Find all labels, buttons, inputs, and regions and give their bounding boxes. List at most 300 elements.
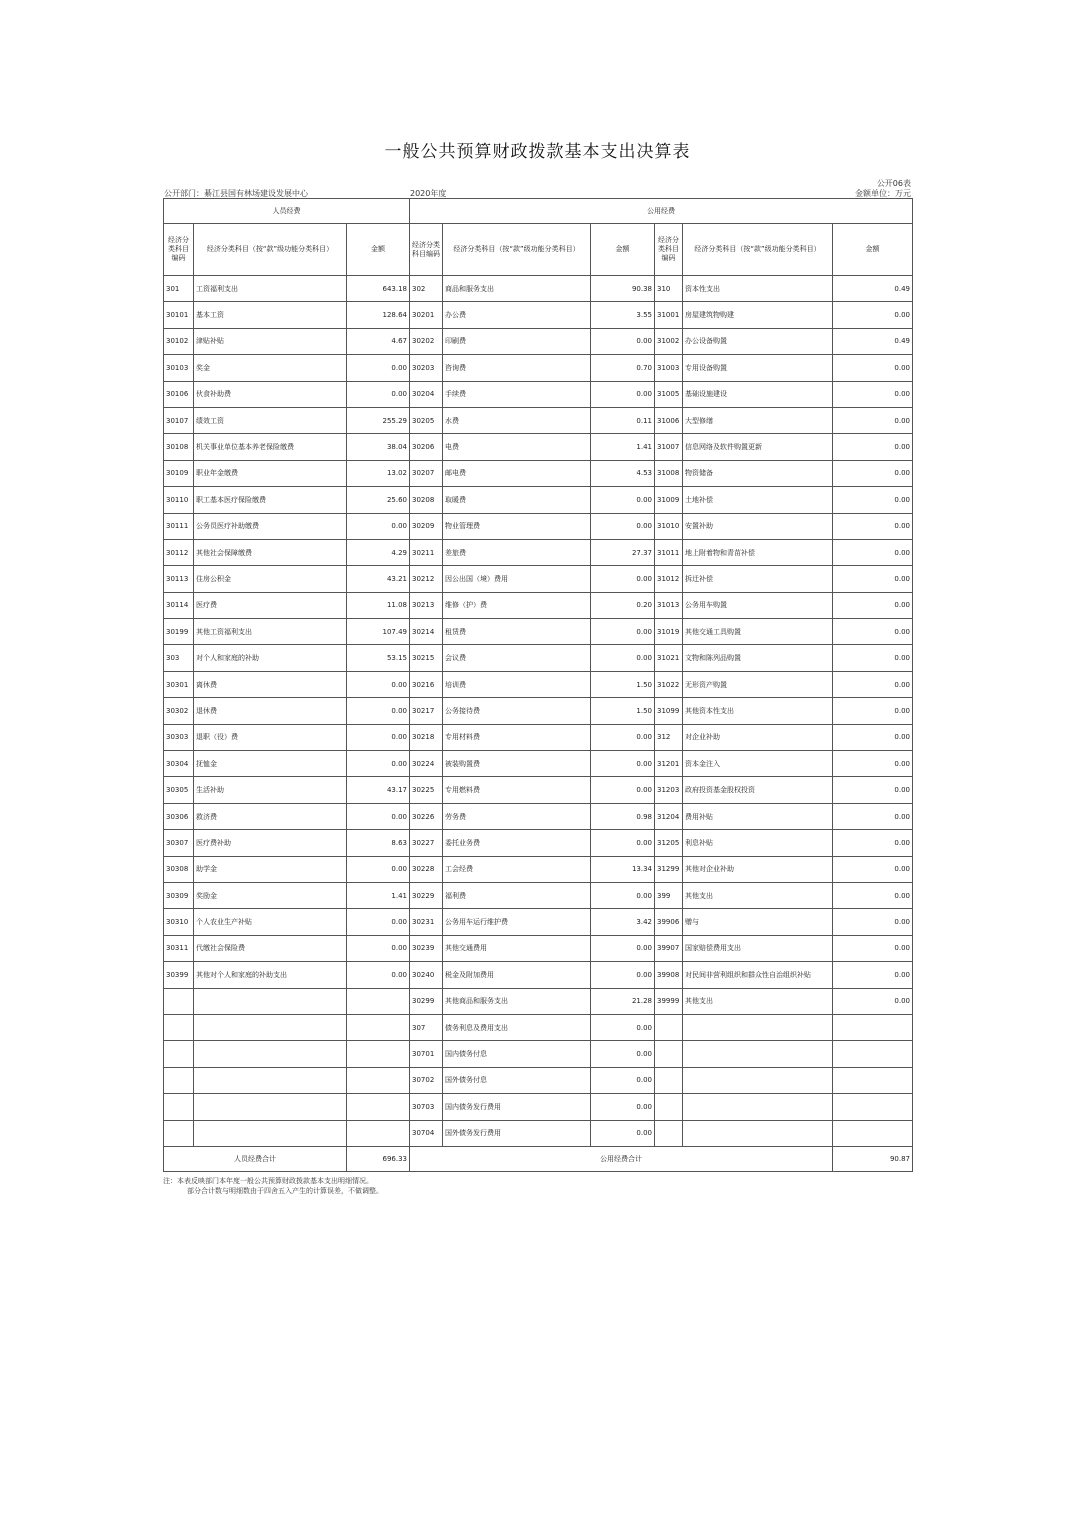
- amount: 1.41: [591, 434, 655, 460]
- econ-name: 其他支出: [683, 882, 833, 908]
- amount: 1.41: [347, 882, 410, 908]
- econ-name: 奖金: [194, 355, 347, 381]
- table-row: [164, 381, 913, 407]
- amount: 0.00: [833, 856, 913, 882]
- econ-code: 30704: [410, 1120, 443, 1146]
- amount: 0.00: [833, 539, 913, 565]
- econ-code: 30215: [410, 645, 443, 671]
- econ-code: 30209: [410, 513, 443, 539]
- table-row: [164, 1094, 913, 1120]
- econ-name: 水费: [443, 407, 591, 433]
- amount: 0.00: [833, 962, 913, 988]
- table-row: [164, 645, 913, 671]
- econ-code: 31003: [655, 355, 683, 381]
- econ-name: [194, 1067, 347, 1093]
- amount: 255.29: [347, 407, 410, 433]
- econ-code: 31012: [655, 566, 683, 592]
- econ-name: 离休费: [194, 671, 347, 697]
- econ-code: 39906: [655, 909, 683, 935]
- table-row: [164, 407, 913, 433]
- amount: 128.64: [347, 302, 410, 328]
- econ-name: 奖励金: [194, 882, 347, 908]
- econ-name: 公务员医疗补助缴费: [194, 513, 347, 539]
- econ-code: 30214: [410, 619, 443, 645]
- econ-name: 住房公积金: [194, 566, 347, 592]
- econ-name: 咨询费: [443, 355, 591, 381]
- econ-code: 31201: [655, 751, 683, 777]
- econ-code: 30226: [410, 803, 443, 829]
- table-row: [164, 276, 913, 302]
- personnel-total-label: 人员经费合计: [164, 1146, 347, 1171]
- econ-code: 31013: [655, 592, 683, 618]
- amount: 0.00: [591, 645, 655, 671]
- amount: 0.00: [347, 935, 410, 961]
- expenditure-table: [163, 198, 913, 1172]
- econ-code: 31204: [655, 803, 683, 829]
- econ-name: 对民间非营利组织和群众性自治组织补贴: [683, 962, 833, 988]
- amount: [833, 1120, 913, 1146]
- econ-code: 30703: [410, 1094, 443, 1120]
- econ-name: 职业年金缴费: [194, 460, 347, 486]
- econ-code: 303: [164, 645, 194, 671]
- table-row: [164, 460, 913, 486]
- econ-code: 30301: [164, 671, 194, 697]
- econ-code: 31006: [655, 407, 683, 433]
- econ-name: 物资储备: [683, 460, 833, 486]
- econ-name: [683, 1120, 833, 1146]
- amount: 3.42: [591, 909, 655, 935]
- econ-name: 利息补贴: [683, 830, 833, 856]
- econ-name: 邮电费: [443, 460, 591, 486]
- econ-code: 31002: [655, 328, 683, 354]
- amount: 0.00: [833, 645, 913, 671]
- econ-code: [164, 1120, 194, 1146]
- econ-name: 其他对企业补助: [683, 856, 833, 882]
- econ-code: [164, 1094, 194, 1120]
- amount: 0.00: [833, 592, 913, 618]
- unit-label: 金额单位：万元: [855, 189, 911, 198]
- econ-code: 39908: [655, 962, 683, 988]
- econ-code: 31007: [655, 434, 683, 460]
- amount: 0.00: [591, 1120, 655, 1146]
- page-title: 一般公共预算财政拨款基本支出决算表: [384, 142, 691, 162]
- econ-name: 租赁费: [443, 619, 591, 645]
- econ-name: 维修（护）费: [443, 592, 591, 618]
- econ-code: 30216: [410, 671, 443, 697]
- amount: 0.49: [833, 328, 913, 354]
- econ-code: 30231: [410, 909, 443, 935]
- econ-name: 办公设备购置: [683, 328, 833, 354]
- header-name: 经济分类科目（按“款”级功能分类科目）: [683, 224, 833, 276]
- econ-code: 30228: [410, 856, 443, 882]
- econ-code: 30239: [410, 935, 443, 961]
- econ-code: 30199: [164, 619, 194, 645]
- econ-name: 无形资产购置: [683, 671, 833, 697]
- econ-code: 30203: [410, 355, 443, 381]
- department-label: 公开部门：綦江县国有林场建设发展中心: [164, 189, 308, 198]
- econ-code: 30308: [164, 856, 194, 882]
- amount: 38.04: [347, 434, 410, 460]
- table-row: [164, 328, 913, 354]
- econ-name: 文物和陈列品购置: [683, 645, 833, 671]
- econ-code: 30113: [164, 566, 194, 592]
- econ-name: 印刷费: [443, 328, 591, 354]
- econ-name: 物业管理费: [443, 513, 591, 539]
- table-row: [164, 434, 913, 460]
- amount: 0.00: [347, 698, 410, 724]
- header-amount: 金额: [833, 224, 913, 276]
- amount: 0.00: [833, 698, 913, 724]
- econ-name: 其他工资福利支出: [194, 619, 347, 645]
- amount: 0.20: [591, 592, 655, 618]
- econ-name: 福利费: [443, 882, 591, 908]
- amount: 90.38: [591, 276, 655, 302]
- table-row: [164, 619, 913, 645]
- amount: 0.00: [833, 751, 913, 777]
- econ-name: 医疗费: [194, 592, 347, 618]
- amount: 0.00: [591, 882, 655, 908]
- table-row: [164, 539, 913, 565]
- econ-code: 30207: [410, 460, 443, 486]
- amount: 0.00: [347, 724, 410, 750]
- econ-name: 生活补助: [194, 777, 347, 803]
- econ-code: 30229: [410, 882, 443, 908]
- amount: 1.50: [591, 671, 655, 697]
- amount: 0.11: [591, 407, 655, 433]
- econ-code: 30208: [410, 487, 443, 513]
- econ-code: 30701: [410, 1041, 443, 1067]
- econ-name: 工资福利支出: [194, 276, 347, 302]
- table-row: [164, 803, 913, 829]
- econ-code: 30702: [410, 1067, 443, 1093]
- amount: 0.00: [591, 619, 655, 645]
- econ-name: 公务用车购置: [683, 592, 833, 618]
- econ-name: 大型修缮: [683, 407, 833, 433]
- econ-name: [683, 1067, 833, 1093]
- econ-code: 30303: [164, 724, 194, 750]
- public-total-value: 90.87: [833, 1146, 913, 1171]
- econ-code: 31205: [655, 830, 683, 856]
- amount: 0.00: [833, 566, 913, 592]
- amount: 8.63: [347, 830, 410, 856]
- amount: 0.00: [833, 777, 913, 803]
- amount: 0.00: [591, 935, 655, 961]
- econ-code: 30213: [410, 592, 443, 618]
- table-row: [164, 1041, 913, 1067]
- econ-code: 30212: [410, 566, 443, 592]
- econ-code: 30106: [164, 381, 194, 407]
- econ-name: [194, 1014, 347, 1040]
- amount: 0.00: [833, 935, 913, 961]
- econ-name: 拆迁补偿: [683, 566, 833, 592]
- econ-name: 专用燃料费: [443, 777, 591, 803]
- amount: 0.00: [347, 803, 410, 829]
- econ-code: 31009: [655, 487, 683, 513]
- econ-code: 30107: [164, 407, 194, 433]
- note-line: 注：本表反映部门本年度一般公共预算财政拨款基本支出明细情况。: [163, 1177, 373, 1185]
- amount: 0.00: [591, 962, 655, 988]
- table-row: [164, 592, 913, 618]
- econ-name: 代缴社会保险费: [194, 935, 347, 961]
- amount: 21.28: [591, 988, 655, 1014]
- amount: 0.00: [833, 513, 913, 539]
- amount: 0.00: [591, 1041, 655, 1067]
- amount: 0.00: [591, 381, 655, 407]
- econ-code: 30110: [164, 487, 194, 513]
- econ-name: 对个人和家庭的补助: [194, 645, 347, 671]
- econ-name: [194, 1041, 347, 1067]
- econ-name: [683, 1014, 833, 1040]
- econ-code: 30211: [410, 539, 443, 565]
- econ-name: 专用设备购置: [683, 355, 833, 381]
- econ-name: [683, 1094, 833, 1120]
- econ-name: 公务用车运行维护费: [443, 909, 591, 935]
- econ-code: 39999: [655, 988, 683, 1014]
- amount: 13.34: [591, 856, 655, 882]
- amount: 25.60: [347, 487, 410, 513]
- econ-name: 国家赔偿费用支出: [683, 935, 833, 961]
- header-code: 经济分类科目编码: [655, 224, 683, 276]
- amount: 43.17: [347, 777, 410, 803]
- econ-name: 抚恤金: [194, 751, 347, 777]
- amount: 0.70: [591, 355, 655, 381]
- econ-code: 30102: [164, 328, 194, 354]
- econ-code: 31299: [655, 856, 683, 882]
- econ-code: 30227: [410, 830, 443, 856]
- econ-code: 31010: [655, 513, 683, 539]
- amount: 0.00: [833, 988, 913, 1014]
- econ-name: 助学金: [194, 856, 347, 882]
- amount: 43.21: [347, 566, 410, 592]
- econ-name: 工会经费: [443, 856, 591, 882]
- econ-name: 其他商品和服务支出: [443, 988, 591, 1014]
- econ-code: 301: [164, 276, 194, 302]
- amount: 3.55: [591, 302, 655, 328]
- econ-code: 30310: [164, 909, 194, 935]
- table-notes: [163, 1176, 383, 1196]
- econ-code: 30307: [164, 830, 194, 856]
- amount: 4.53: [591, 460, 655, 486]
- amount: 4.67: [347, 328, 410, 354]
- econ-code: 30202: [410, 328, 443, 354]
- econ-name: 培训费: [443, 671, 591, 697]
- amount: [833, 1094, 913, 1120]
- econ-code: 31011: [655, 539, 683, 565]
- econ-code: 30299: [410, 988, 443, 1014]
- amount: 11.08: [347, 592, 410, 618]
- amount: 13.02: [347, 460, 410, 486]
- amount: 0.49: [833, 276, 913, 302]
- econ-name: 费用补贴: [683, 803, 833, 829]
- econ-name: 退休费: [194, 698, 347, 724]
- econ-code: 30206: [410, 434, 443, 460]
- econ-code: 30302: [164, 698, 194, 724]
- econ-name: 津贴补贴: [194, 328, 347, 354]
- econ-code: [164, 1067, 194, 1093]
- econ-code: 30108: [164, 434, 194, 460]
- amount: 0.00: [347, 513, 410, 539]
- econ-code: [164, 988, 194, 1014]
- header-amount: 金额: [347, 224, 410, 276]
- amount: 643.18: [347, 276, 410, 302]
- amount: 0.00: [833, 460, 913, 486]
- amount: 53.15: [347, 645, 410, 671]
- econ-code: 31005: [655, 381, 683, 407]
- econ-name: [194, 1120, 347, 1146]
- amount: 27.37: [591, 539, 655, 565]
- econ-name: 地上附着物和青苗补偿: [683, 539, 833, 565]
- amount: 0.00: [833, 619, 913, 645]
- econ-code: 30201: [410, 302, 443, 328]
- econ-name: 专用材料费: [443, 724, 591, 750]
- econ-name: 土地补偿: [683, 487, 833, 513]
- econ-name: 因公出国（境）费用: [443, 566, 591, 592]
- econ-name: 个人农业生产补贴: [194, 909, 347, 935]
- econ-code: 31022: [655, 671, 683, 697]
- amount: 0.00: [591, 1014, 655, 1040]
- header-amount: 金额: [591, 224, 655, 276]
- econ-name: 其他资本性支出: [683, 698, 833, 724]
- table-row: [164, 882, 913, 908]
- econ-name: 安置补助: [683, 513, 833, 539]
- econ-name: 其他社会保障缴费: [194, 539, 347, 565]
- econ-code: 31021: [655, 645, 683, 671]
- econ-name: 商品和服务支出: [443, 276, 591, 302]
- amount: 0.00: [833, 381, 913, 407]
- econ-code: [164, 1041, 194, 1067]
- amount: 0.00: [591, 513, 655, 539]
- econ-code: 30306: [164, 803, 194, 829]
- econ-name: 税金及附加费用: [443, 962, 591, 988]
- econ-name: 救济费: [194, 803, 347, 829]
- header-name: 经济分类科目（按“款”级功能分类科目）: [194, 224, 347, 276]
- table-row: [164, 487, 913, 513]
- table-row: [164, 830, 913, 856]
- econ-code: 30218: [410, 724, 443, 750]
- econ-code: 307: [410, 1014, 443, 1040]
- econ-name: 机关事业单位基本养老保险缴费: [194, 434, 347, 460]
- econ-code: 31019: [655, 619, 683, 645]
- amount: [833, 1014, 913, 1040]
- econ-code: 30101: [164, 302, 194, 328]
- amount: 107.49: [347, 619, 410, 645]
- econ-name: 委托业务费: [443, 830, 591, 856]
- table-row: [164, 302, 913, 328]
- econ-name: 政府投资基金股权投资: [683, 777, 833, 803]
- table-row: [164, 856, 913, 882]
- econ-name: 其他支出: [683, 988, 833, 1014]
- amount: 1.50: [591, 698, 655, 724]
- econ-code: 30111: [164, 513, 194, 539]
- econ-name: 取暖费: [443, 487, 591, 513]
- econ-name: 差旅费: [443, 539, 591, 565]
- amount: [347, 1094, 410, 1120]
- amount: 0.00: [347, 381, 410, 407]
- amount: 0.00: [591, 566, 655, 592]
- amount: [347, 1067, 410, 1093]
- econ-code: 30112: [164, 539, 194, 565]
- amount: 0.00: [591, 724, 655, 750]
- econ-code: [164, 1014, 194, 1040]
- amount: 0.00: [347, 355, 410, 381]
- econ-code: 31203: [655, 777, 683, 803]
- table-row: [164, 1120, 913, 1146]
- econ-name: 资本性支出: [683, 276, 833, 302]
- econ-name: 其他交通工具购置: [683, 619, 833, 645]
- econ-name: 国外债务付息: [443, 1067, 591, 1093]
- econ-name: 手续费: [443, 381, 591, 407]
- econ-code: 30205: [410, 407, 443, 433]
- econ-name: 对企业补助: [683, 724, 833, 750]
- table-row: [164, 698, 913, 724]
- econ-code: 30311: [164, 935, 194, 961]
- amount: 0.00: [833, 830, 913, 856]
- table-row: [164, 1014, 913, 1040]
- table-row: [164, 566, 913, 592]
- amount: 0.00: [591, 777, 655, 803]
- econ-code: 302: [410, 276, 443, 302]
- amount: 0.00: [591, 487, 655, 513]
- econ-code: [655, 1094, 683, 1120]
- amount: 0.00: [591, 751, 655, 777]
- amount: 0.00: [591, 328, 655, 354]
- amount: 0.00: [833, 487, 913, 513]
- amount: 0.00: [833, 724, 913, 750]
- personnel-total-value: 696.33: [347, 1146, 410, 1171]
- totals-row: [164, 1146, 913, 1171]
- header-code: 经济分类科目编码: [410, 224, 443, 276]
- econ-code: 30224: [410, 751, 443, 777]
- table-row: [164, 988, 913, 1014]
- group-header-public: 公用经费: [410, 199, 913, 224]
- econ-code: 30305: [164, 777, 194, 803]
- econ-name: 绩效工资: [194, 407, 347, 433]
- econ-name: 劳务费: [443, 803, 591, 829]
- econ-code: 30304: [164, 751, 194, 777]
- amount: 0.00: [833, 882, 913, 908]
- amount: 0.00: [833, 671, 913, 697]
- amount: [347, 988, 410, 1014]
- econ-name: 会议费: [443, 645, 591, 671]
- amount: 0.00: [591, 830, 655, 856]
- econ-name: [194, 1094, 347, 1120]
- table-row: [164, 751, 913, 777]
- econ-name: 基本工资: [194, 302, 347, 328]
- econ-code: [655, 1014, 683, 1040]
- amount: 4.29: [347, 539, 410, 565]
- econ-code: 312: [655, 724, 683, 750]
- econ-code: 30204: [410, 381, 443, 407]
- amount: 0.00: [347, 856, 410, 882]
- econ-code: 30309: [164, 882, 194, 908]
- year-label: 2020年度: [410, 189, 447, 198]
- econ-code: 30240: [410, 962, 443, 988]
- econ-name: 被装购置费: [443, 751, 591, 777]
- public-total-label: 公用经费合计: [410, 1146, 833, 1171]
- table-row: [164, 355, 913, 381]
- econ-name: 其他交通费用: [443, 935, 591, 961]
- econ-code: 31001: [655, 302, 683, 328]
- header-code: 经济分类科目编码: [164, 224, 194, 276]
- amount: 0.00: [591, 1067, 655, 1093]
- amount: [347, 1014, 410, 1040]
- amount: 0.00: [833, 407, 913, 433]
- econ-name: 退职（役）费: [194, 724, 347, 750]
- table-row: [164, 777, 913, 803]
- amount: 0.00: [347, 671, 410, 697]
- econ-name: 办公费: [443, 302, 591, 328]
- table-row: [164, 671, 913, 697]
